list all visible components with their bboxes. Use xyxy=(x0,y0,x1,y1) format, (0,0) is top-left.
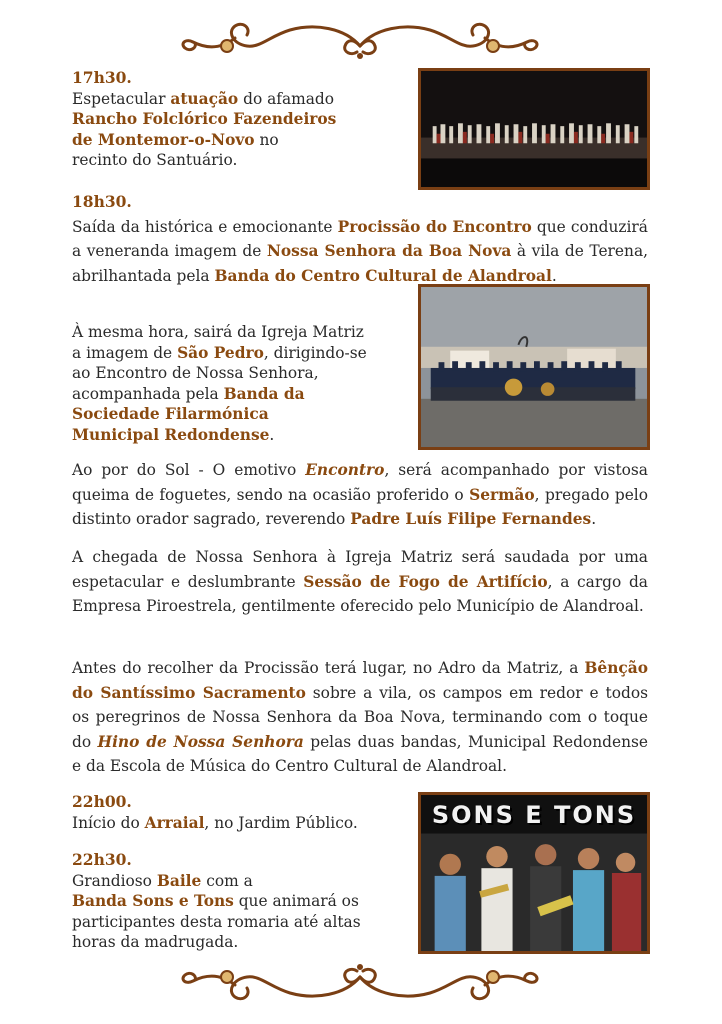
schedule-1830: 18h30. Saída da histórica e emocionante Procissão do Encontro que conduzirá a veneranda imagem de Nossa Senhora da Boa Nova à vila de Terena, abrilhantada pela Banda do Centro Cultural de Alandroal. xyxy=(72,192,649,285)
band-group-photo xyxy=(418,284,650,450)
sao-pedro-paragraph: À mesma hora, sairá da Igreja Matriz a imagem de São Pedro, dirigindo-se ao Encontro de Nossa Senhora, acompanhada pela Banda da Sociedade Filarmónica Municipal Redondense. xyxy=(72,323,367,444)
fogo-artificio-paragraph: A chegada de Nossa Senhora à Igreja Matriz será saudada por uma espetacular e deslumbrante Sessão de Fogo de Artifício, a cargo da Empresa Piroestrela, gentilmente oferecido pelo Município de Alandroal. xyxy=(72,548,648,615)
scroll-ornament-bottom-icon xyxy=(175,955,545,1015)
folk-group-photo xyxy=(418,68,650,190)
encontro-paragraph: Ao por do Sol - O emotivo Encontro, será acompanhado por vistosa queima de foguetes, sendo na ocasião proferido o Sermão, pregado pelo distinto orador sagrado, reverendo Padre Luís Filipe Fernandes. xyxy=(72,461,648,528)
time-2230: 22h30. xyxy=(72,850,132,869)
bencao-paragraph: Antes do recolher da Procissão terá lugar, no Adro da Matriz, a Bênção do Santíssimo Sacramento sobre a vila, os campos em redor e todos os peregrinos de Nossa Senhora da Boa Nova, terminando com o toque do Hino de Nossa Senhora pelas duas bandas, Municipal Redondense e da Escola de Música do Centro Cultural de Alandroal. xyxy=(72,659,648,775)
band-banner-text: SONS E TONS xyxy=(431,801,637,829)
time-2200: 22h00. xyxy=(72,792,132,811)
time-1730: 17h30. xyxy=(72,68,132,87)
schedule-2200: 22h00. Início do Arraial, no Jardim Público. xyxy=(72,792,412,833)
scroll-ornament-top-icon xyxy=(175,8,545,68)
schedule-2230: 22h30. Grandioso Baile com a Banda Sons e Tons que animará os participantes desta romaria até altas horas da madrugada. xyxy=(72,850,412,953)
schedule-1730: 17h30. Espetacular atuação do afamado Rancho Folclórico Fazendeiros de Montemor-o-Novo no recinto do Santuário. xyxy=(72,68,412,171)
sons-e-tons-photo xyxy=(418,792,650,954)
time-1830: 18h30. xyxy=(72,192,132,211)
